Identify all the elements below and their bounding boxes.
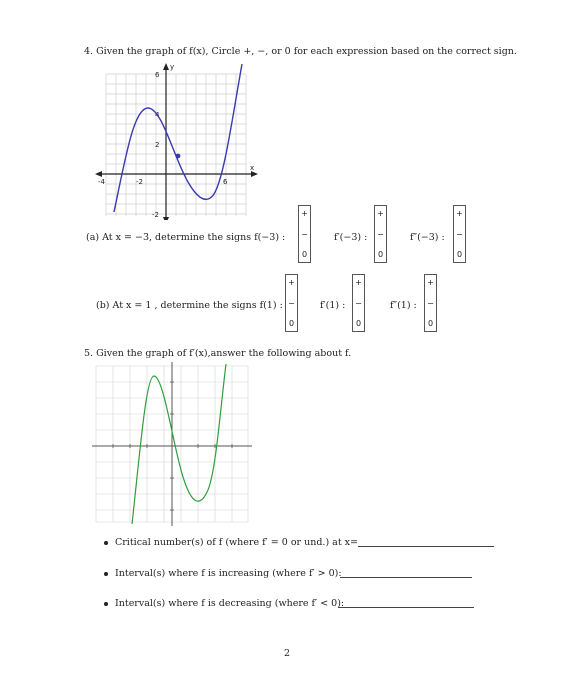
sign-plus[interactable]: +	[377, 209, 384, 218]
bullet-text: Critical number(s) of f (where f′ = 0 or und.) at x=	[115, 537, 358, 548]
sign-plus[interactable]: +	[355, 278, 362, 287]
sign-minus[interactable]: −	[288, 298, 295, 308]
y-axis-label: y	[170, 63, 175, 71]
sign-zero[interactable]: 0	[377, 250, 384, 259]
sign-zero[interactable]: 0	[456, 250, 463, 259]
sign-zero[interactable]: 0	[288, 319, 295, 328]
fprime-curve	[132, 364, 226, 524]
sign-box-b-f[interactable]	[285, 274, 298, 332]
bullet-increasing	[104, 568, 342, 579]
part-a-expr-fdoubleprime: f″(−3) :	[410, 232, 445, 243]
sign-box-b-fdoubleprime[interactable]	[424, 274, 437, 332]
graph-fprime	[92, 362, 252, 526]
y-axis-arrow-down	[163, 217, 169, 220]
sign-zero[interactable]: 0	[427, 319, 434, 328]
y-tick-label: -2	[152, 211, 159, 219]
f-curve	[114, 64, 242, 212]
part-b-expr-fprime: f′(1) :	[320, 300, 346, 311]
bullet-decreasing	[104, 598, 344, 609]
sign-zero[interactable]: 0	[301, 250, 308, 259]
sign-minus[interactable]: −	[355, 298, 362, 308]
sign-zero[interactable]: 0	[355, 319, 362, 328]
bullet-text: Interval(s) where f is increasing (where f′ > 0):	[115, 568, 342, 579]
bullet-dot	[104, 572, 108, 576]
x-tick-label: -2	[136, 178, 143, 186]
problem-5-title: 5. Given the graph of f′(x),answer the following about f.	[84, 348, 352, 359]
sign-box-b-fprime[interactable]	[352, 274, 365, 332]
critical-numbers-answer-line[interactable]	[358, 546, 494, 547]
part-a-expr-fprime: f′(−3) :	[334, 232, 368, 243]
point-on-curve	[176, 154, 181, 159]
problem-4-title: 4. Given the graph of f(x), Circle +, −, or 0 for each expression based on the correct sign.	[84, 46, 517, 57]
y-tick-label: 2	[155, 141, 160, 149]
page-number: 2	[284, 648, 291, 659]
sign-box-a-fdoubleprime[interactable]	[453, 205, 466, 263]
bullet-critical-numbers	[104, 537, 358, 548]
x-tick-label: 6	[223, 178, 228, 186]
part-a-prompt: (a) At x = −3, determine the signs f(−3) :	[86, 232, 286, 243]
grid	[106, 74, 246, 216]
part-b-expr-fdoubleprime: f″(1) :	[390, 300, 417, 311]
bullet-dot	[104, 602, 108, 606]
x-axis-label: x	[250, 164, 255, 172]
y-axis-arrow-up	[163, 63, 169, 70]
y-tick-label: 6	[155, 71, 160, 79]
sign-minus[interactable]: −	[456, 229, 463, 239]
bullet-dot	[104, 541, 108, 545]
sign-plus[interactable]: +	[456, 209, 463, 218]
sign-plus[interactable]: +	[301, 209, 308, 218]
sign-minus[interactable]: −	[427, 298, 434, 308]
x-tick-label: -4	[98, 178, 105, 186]
part-b-prompt: (b) At x = 1 , determine the signs f(1) :	[96, 300, 283, 311]
increasing-answer-line[interactable]	[340, 577, 472, 578]
sign-plus[interactable]: +	[288, 278, 295, 287]
sign-minus[interactable]: −	[301, 229, 308, 239]
sign-plus[interactable]: +	[427, 278, 434, 287]
sign-box-a-f[interactable]	[298, 205, 311, 263]
sign-box-a-fprime[interactable]	[374, 205, 387, 263]
graph-f	[92, 60, 264, 220]
bullet-text: Interval(s) where f is decreasing (where f′ < 0):	[115, 598, 345, 609]
sign-minus[interactable]: −	[377, 229, 384, 239]
decreasing-answer-line[interactable]	[338, 607, 474, 608]
x-axis-arrow-left	[95, 171, 102, 177]
y-tick-label: 4	[155, 111, 160, 119]
